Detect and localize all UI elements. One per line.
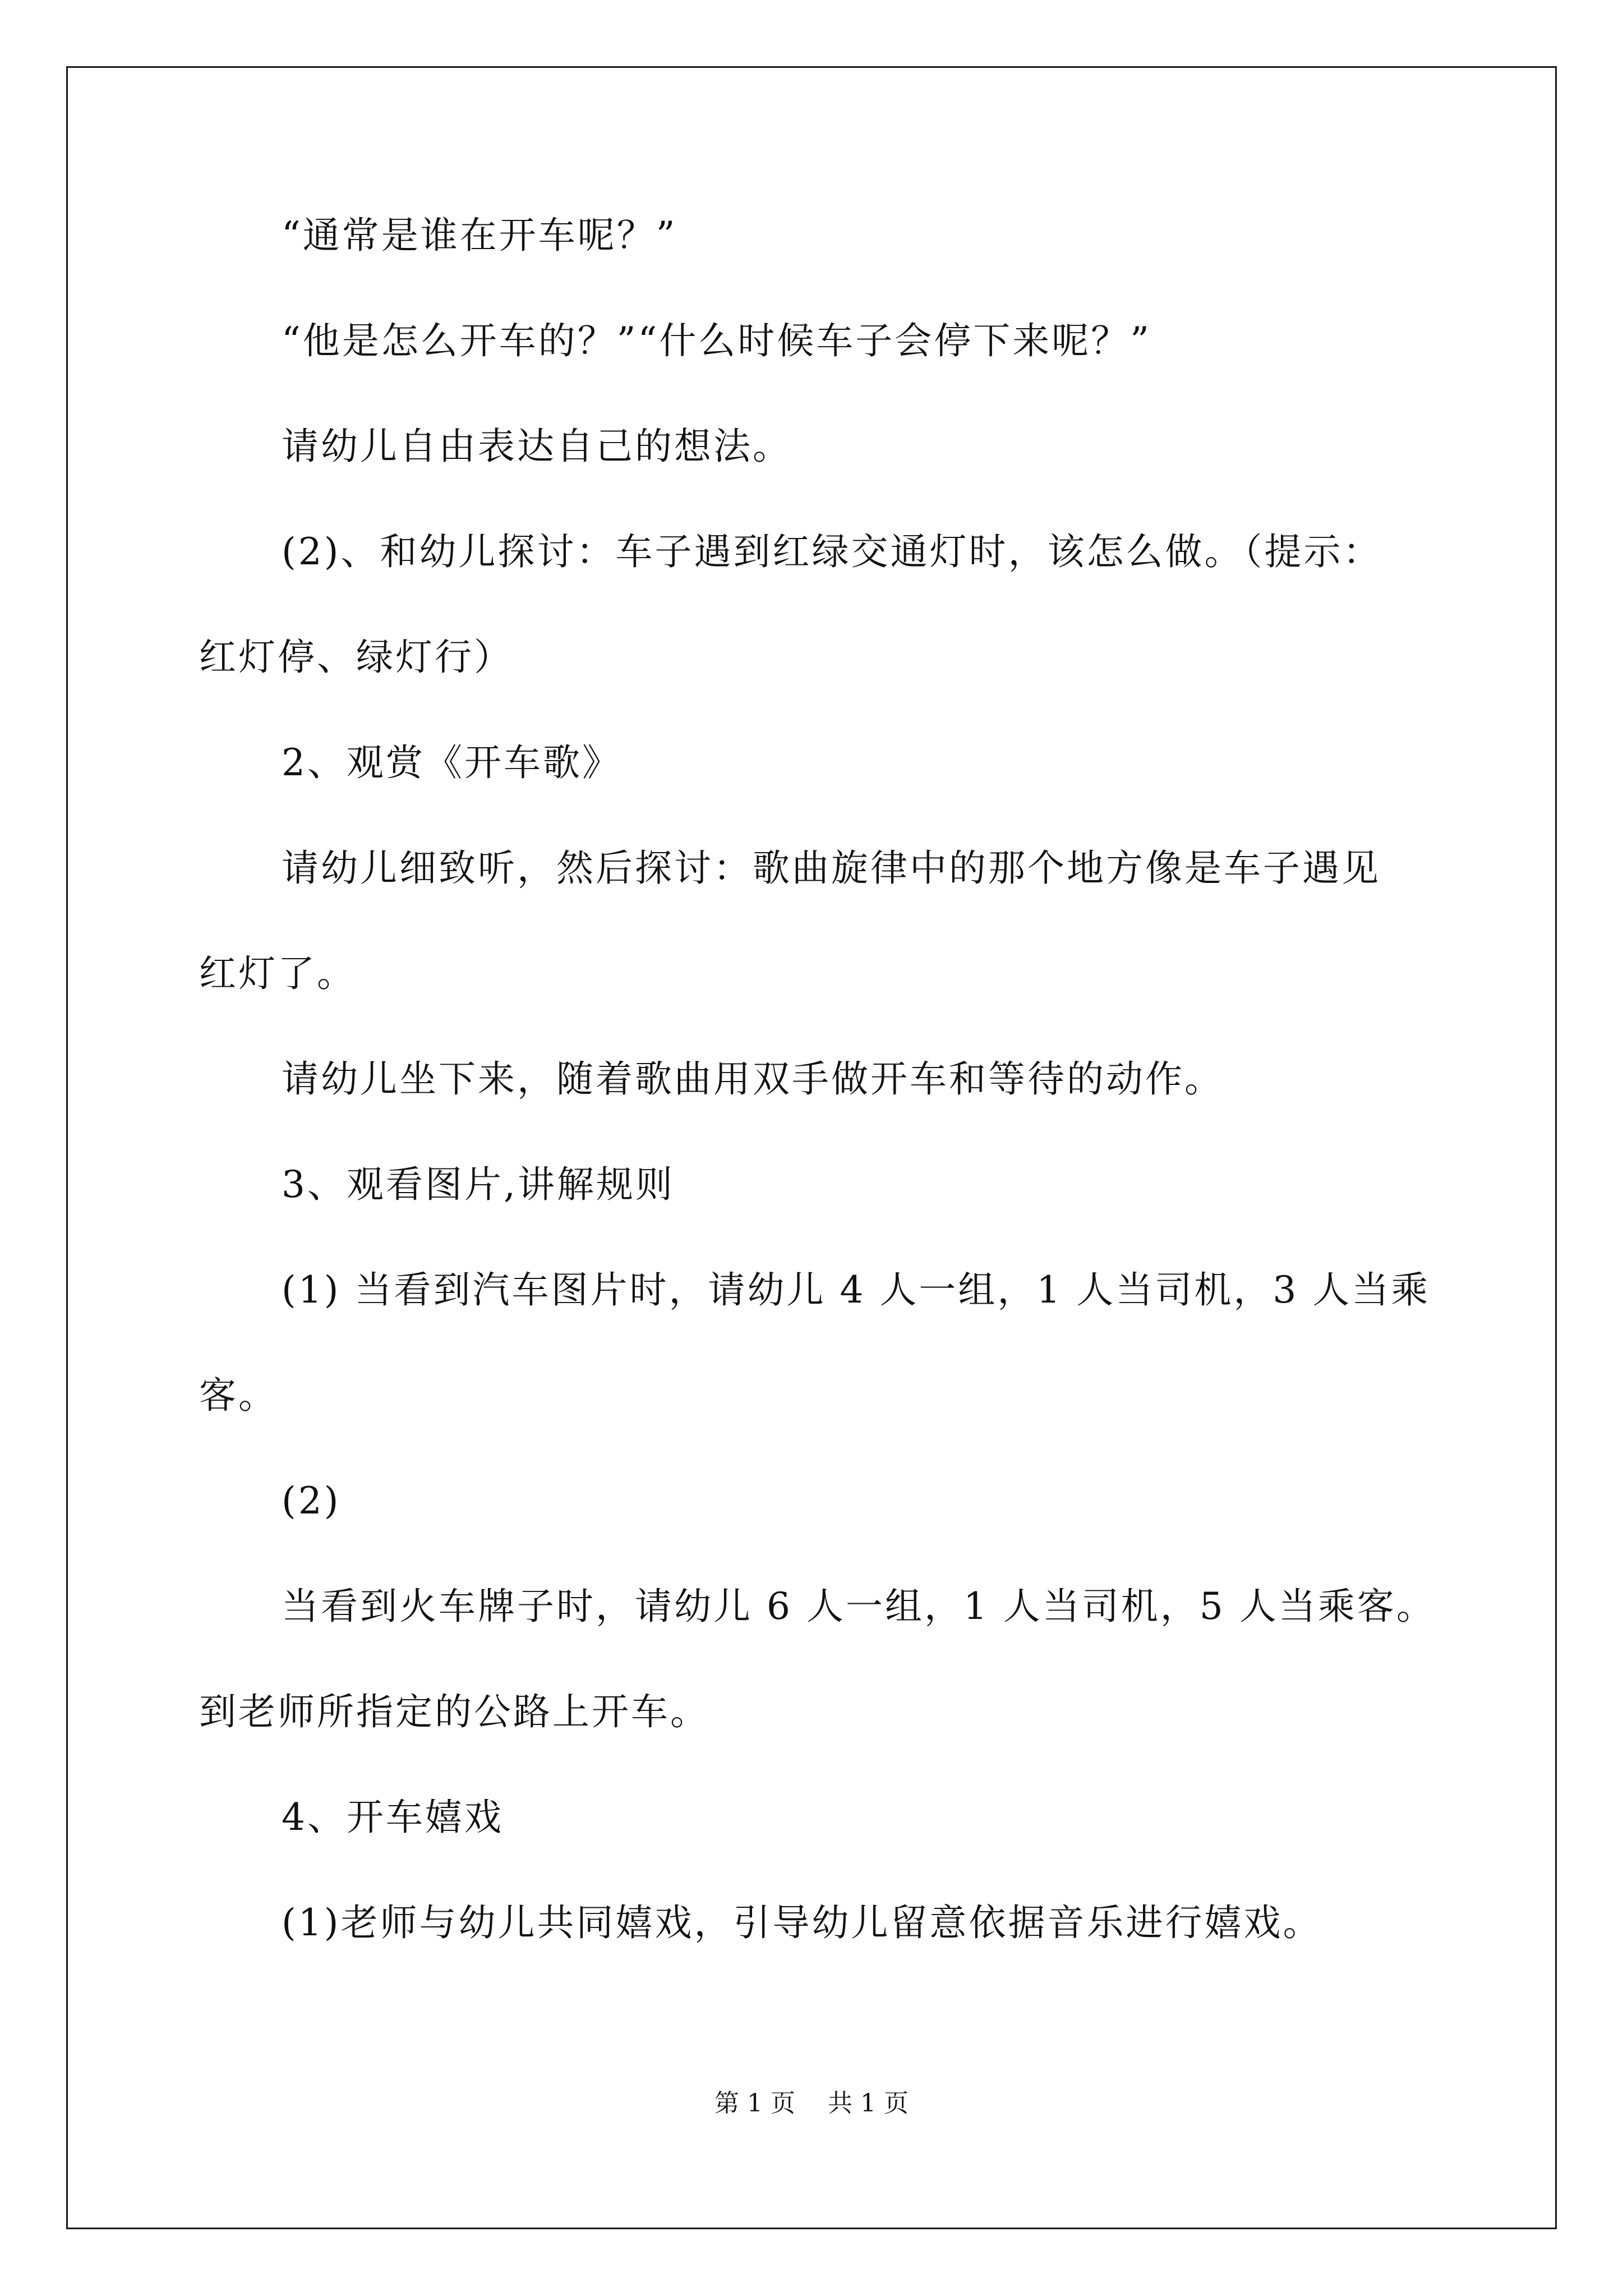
paragraph-line: 当看到火车牌子时，请幼儿 6 人一组，1 人当司机，5 人当乘客。 <box>282 1585 1436 1628</box>
paragraph-line: (2)、和幼儿探讨：车子遇到红绿交通灯时，该怎么做。（提示： <box>282 530 1382 573</box>
paragraph-line: (1) 当看到汽车图片时，请幼儿 4 人一组，1 人当司机，3 人当乘 <box>282 1268 1431 1312</box>
section-heading: 4、开车嬉戏 <box>282 1796 504 1839</box>
paragraph-line: 请幼儿坐下来，随着歌曲用双手做开车和等待的动作。 <box>282 1057 1224 1101</box>
section-heading: 2、观赏《开车歌》 <box>282 741 621 784</box>
paragraph-line: 请幼儿细致听，然后探讨：歌曲旋律中的那个地方像是车子遇见 <box>282 846 1381 890</box>
page-number-footer: 第 1 页 共 1 页 <box>714 2089 909 2118</box>
paragraph-line: 到老师所指定的公路上开车。 <box>199 1690 709 1733</box>
paragraph-line: (2) <box>282 1479 341 1522</box>
section-heading: 3、观看图片,讲解规则 <box>282 1163 675 1206</box>
paragraph-line: “他是怎么开车的？”“什么时候车子会停下来呢？” <box>282 319 1151 362</box>
paragraph-line: 客。 <box>199 1374 278 1417</box>
paragraph-line: 红灯了。 <box>199 952 356 995</box>
paragraph-line: “通常是谁在开车呢？” <box>282 214 677 257</box>
paragraph-line: 红灯停、绿灯行） <box>199 636 513 679</box>
paragraph-line: 请幼儿自由表达自己的想法。 <box>282 425 792 468</box>
paragraph-line: (1)老师与幼儿共同嬉戏，引导幼儿留意依据音乐进行嬉戏。 <box>282 1901 1322 1944</box>
